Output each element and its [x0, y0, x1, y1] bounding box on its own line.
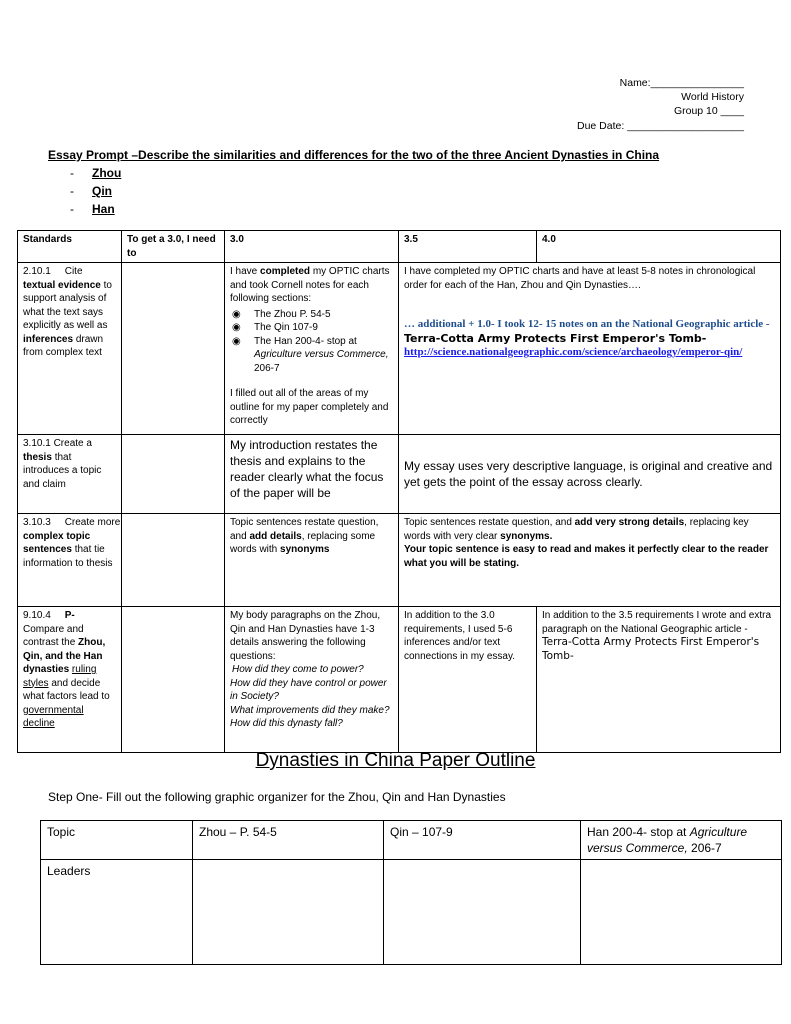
rubric-row-topic: [18, 514, 781, 607]
score-3-0-cell: My body paragraphs on the Zhou, Qin and Han Dynasties have 1-3 details answering the following questions: How did they come to power? How did they have control or power in Society? What improvements did they make? How did this dynasty fall?: [225, 607, 399, 753]
radio-bullet-icon: ◉: [232, 335, 241, 347]
outline-note: I filled out all of the areas of my outline for my paper completely and correctly: [230, 388, 389, 426]
rubric-row-evidence: [18, 263, 781, 435]
han-leaders-cell[interactable]: [581, 860, 782, 965]
bullet-dash: -: [70, 166, 74, 180]
radio-bullet-icon: ◉: [232, 308, 241, 320]
section-list: [230, 308, 393, 376]
article-link[interactable]: http://science.nationalgeographic.com/science/archaeology/emperor-qin/: [404, 346, 743, 358]
to-get-cell: [122, 607, 225, 753]
dynasty-name: Han: [92, 202, 115, 216]
due-date-line: Due Date: ____________________: [577, 120, 744, 132]
bullet-dash: -: [70, 202, 74, 216]
standard-cell: 2.10.1 Cite textual evidence to support analysis of what the text says explicitly as well as inferences drawn from complex text: [18, 263, 122, 435]
radio-bullet-icon: ◉: [232, 322, 241, 333]
header-han: Han 200-4- stop at Agriculture versus Commerce, 206-7: [581, 821, 782, 860]
rubric-row-thesis: [18, 435, 781, 514]
step-one-instruction: Step One- Fill out the following graphic organizer for the Zhou, Qin and Han Dynasties: [48, 790, 506, 804]
row-label-leaders: Leaders: [41, 860, 193, 965]
list-item: ◉ The Han 200-4- stop at Agriculture versus Commerce, 206-7: [232, 335, 389, 374]
graphic-organizer-table: [40, 820, 782, 965]
dynasty-item: [70, 202, 115, 216]
zhou-leaders-cell[interactable]: [193, 860, 384, 965]
to-get-cell: [122, 514, 225, 607]
rubric-table: [17, 230, 781, 753]
score-4-0-cell: In addition to the 3.5 requirements I wrote and extra paragraph on the National Geographic article - Terra-Cotta Army Protects First Emperor's Tomb-: [537, 607, 781, 753]
header-4-0: 4.0: [537, 231, 781, 263]
rubric-row-compare: [18, 607, 781, 753]
header-3-0: 3.0: [225, 231, 399, 263]
header-topic: Topic: [41, 821, 193, 860]
list-item: ◉ The Qin 107-9: [232, 322, 318, 333]
to-get-cell: [122, 263, 225, 435]
rubric-header-row: [18, 231, 781, 263]
bullet-dash: -: [70, 184, 74, 198]
dynasty-name: Qin: [92, 184, 112, 198]
score-3-5-cell: Topic sentences restate question, and add very strong details, replacing key words with very clear synonyms. Your topic sentence is easy to read and makes it perfectly clear to the reader what you will be stating.: [399, 514, 781, 607]
score-3-5-cell: My essay uses very descriptive language, is original and creative and yet gets the point of the essay across clearly.: [399, 435, 781, 514]
question: What improvements did they make?: [230, 704, 390, 716]
header-standards: Standards: [18, 231, 122, 263]
score-3-5-cell: In addition to the 3.0 requirements, I used 5-6 inferences and/or text connections in my essay.: [399, 607, 537, 753]
score-3-0-cell: Topic sentences restate question, and add details, replacing some words with synonyms: [225, 514, 399, 607]
dynasty-item: [70, 166, 121, 180]
group-line: Group 10 ____: [673, 105, 744, 117]
outline-title: Dynasties in China Paper Outline: [255, 750, 536, 771]
score-3-5-cell: I have completed my OPTIC charts and have at least 5-8 notes in chronological order for each of the Han, Zhou and Qin Dynasties…. … additional + 1.0- I took 12- 15 notes on an the National Geographic article - Terra-Cotta Army Protects First Emperor's Tomb- http://science.nationalgeographic.com/science/archaeology/emperor-qin/: [399, 263, 781, 435]
to-get-cell: [122, 435, 225, 514]
name-line: Name:________________: [619, 77, 744, 89]
dynasty-name: Zhou: [92, 166, 122, 180]
dynasty-item: [70, 184, 112, 198]
header-to-get: To get a 3.0, I need to: [122, 231, 225, 263]
qin-leaders-cell[interactable]: [384, 860, 581, 965]
standard-cell: 9.10.4 P- Compare and contrast the Zhou, Qin, and the Han dynasties ruling styles and decide what factors lead to governmental decline: [18, 607, 122, 753]
header-3-5: 3.5: [399, 231, 537, 263]
standard-cell: 3.10.3 Create more complex topic sentences that tie information to thesis: [18, 514, 122, 607]
essay-prompt: Essay Prompt –Describe the similarities and differences for the two of the three Ancient Dynasties in China: [48, 148, 660, 162]
question: How did this dynasty fall?: [230, 718, 343, 729]
organizer-row-leaders: [41, 860, 782, 965]
score-3-0-cell: I have completed my OPTIC charts and took Cornell notes for each following sections: ◉ The Zhou P. 54-5 ◉ The Qin 107-9 ◉ The Han 200-4- stop at Agriculture versus Commerce, 206-7 I filled out all of the areas of my outline for my paper completely and correctly: [225, 263, 399, 435]
header-qin: Qin – 107-9: [384, 821, 581, 860]
question: How did they have control or power in Society?: [230, 677, 387, 702]
question: How did they come to power?: [232, 664, 364, 675]
list-item: ◉ The Zhou P. 54-5: [232, 308, 331, 320]
header-zhou: Zhou – P. 54-5: [193, 821, 384, 860]
score-3-0-cell: My introduction restates the thesis and explains to the reader clearly what the focus of the paper will be: [225, 435, 399, 514]
standard-cell: 3.10.1 Create a thesis that introduces a topic and claim: [18, 435, 122, 514]
organizer-header-row: [41, 821, 782, 860]
course-label: World History: [681, 91, 744, 103]
